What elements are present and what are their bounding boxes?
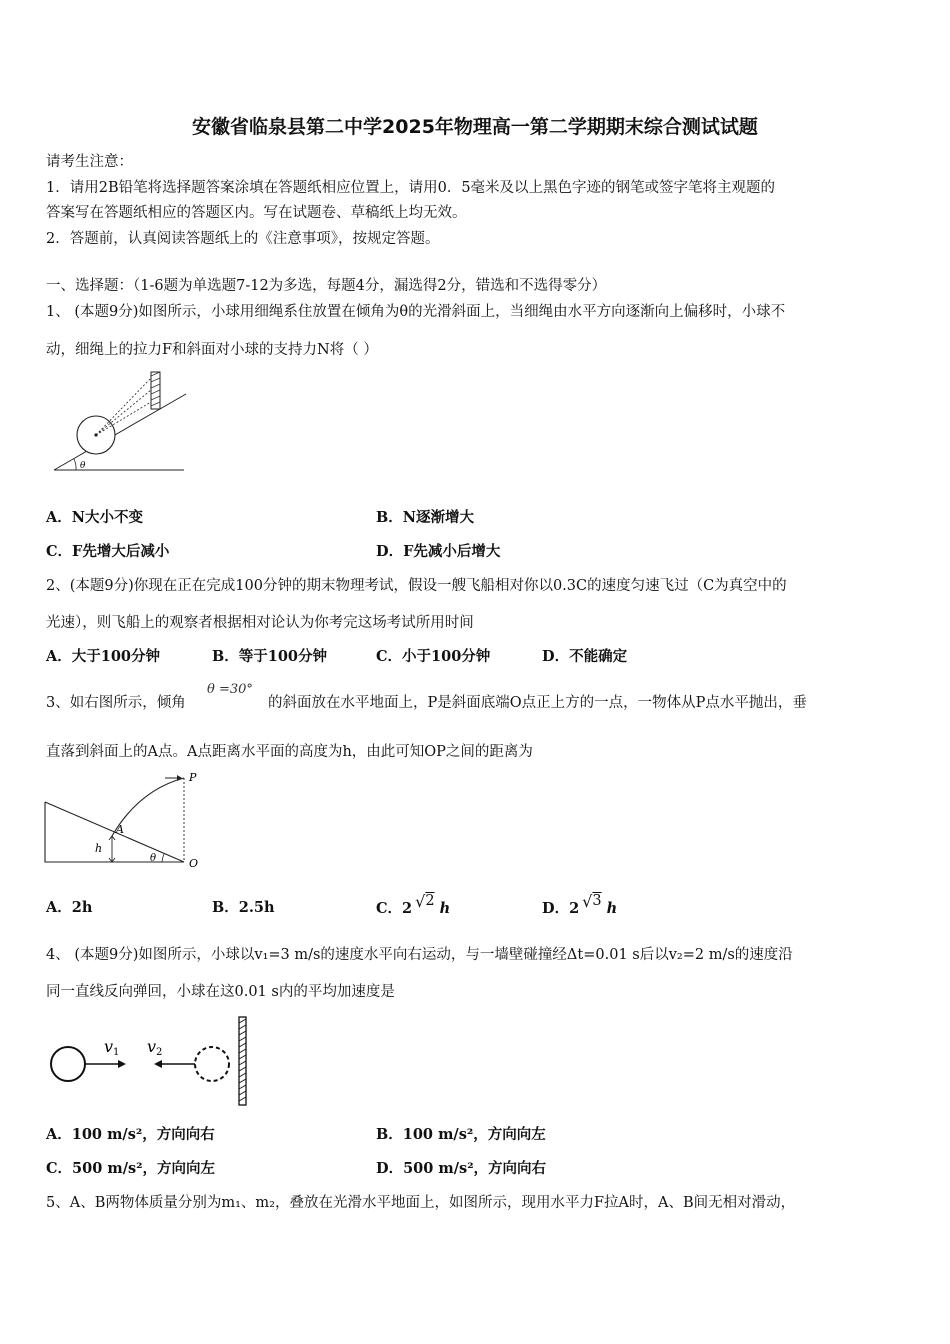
- q3-option-d-root: 3: [592, 893, 602, 909]
- q3-option-b: B．2.5h: [212, 899, 275, 916]
- q3-line-1b: 的斜面放在水平地面上，P是斜面底端O点正上方的一点，一物体从P点水平抛出，垂: [268, 695, 807, 711]
- q3-option-d-prefix: D．2: [542, 900, 580, 917]
- q1-line-1: 1、 (本题9分)如图所示，小球用细绳系住放置在倾角为θ的光滑斜面上，当细绳由水平方向逐渐向上偏移时，小球不: [46, 304, 786, 320]
- q4-line-1: 4、 (本题9分)如图所示，小球以v₁=3 m/s的速度水平向右运动，与一墙壁碰撞经Δt=0.01 s后以v₂=2 m/s的速度沿: [46, 947, 793, 963]
- q1-figure-incline-ball: [50, 370, 190, 480]
- q2-line-1: 2、(本题9分)你现在正在完成100分钟的期末物理考试，假设一艘飞船相对你以0.3C的速度匀速飞过（C为真空中的: [46, 578, 787, 594]
- q3-option-c-suffix: h: [439, 900, 451, 917]
- q3-option-a: A．2h: [46, 899, 93, 916]
- q2-option-d: D．不能确定: [542, 648, 628, 665]
- q1-option-c: C．F先增大后减小: [46, 543, 170, 560]
- q1-option-a: A．N大小不变: [46, 509, 144, 526]
- q1-option-d: D．F先减小后增大: [376, 543, 501, 560]
- q2-option-b: B．等于100分钟: [212, 648, 328, 665]
- q3-option-d: D．2 √3 h: [542, 892, 618, 917]
- q4-fig-v2: v2: [147, 1037, 163, 1058]
- q3-line-2: 直落到斜面上的A点。A点距离水平面的高度为h，由此可知OP之间的距离为: [46, 744, 533, 760]
- q3-fig-label-p: P: [189, 771, 197, 784]
- q4-option-b: B．100 m/s²，方向向左: [376, 1126, 546, 1143]
- q4-option-c: C．500 m/s²，方向向左: [46, 1160, 216, 1177]
- q3-figure-projectile-incline: [44, 770, 204, 870]
- q3-option-c: C．2 √2 h: [376, 892, 451, 917]
- notice-line-1b: 答案写在答题纸相应的答题区内。写在试题卷、草稿纸上均无效。: [46, 205, 467, 221]
- q4-option-d: D．500 m/s²，方向向右: [376, 1160, 547, 1177]
- q3-angle-formula: θ =30°: [207, 682, 253, 697]
- notice-heading: 请考生注意：: [46, 154, 133, 170]
- notice-line-2: 2．答题前，认真阅读答题纸上的《注意事项》，按规定答题。: [46, 231, 440, 247]
- q4-figure-ball-wall: [46, 1015, 256, 1110]
- q4-option-a: A．100 m/s²，方向向右: [46, 1126, 215, 1143]
- q2-option-a: A．大于100分钟: [46, 648, 161, 665]
- q3-option-c-prefix: C．2: [376, 900, 413, 917]
- q2-option-c: C．小于100分钟: [376, 648, 491, 665]
- notice-line-1: 1．请用2B铅笔将选择题答案涂填在答题纸相应位置上，请用0．5毫米及以上黑色字迹的钢笔或签字笔将主观题的: [46, 180, 776, 196]
- q3-option-c-root: 2: [425, 893, 435, 909]
- q3-fig-label-h: h: [95, 842, 103, 855]
- q3-fig-label-o: O: [189, 857, 199, 870]
- q4-fig-v1: v1: [104, 1037, 120, 1058]
- q2-line-2: 光速），则飞船上的观察者根据相对论认为你考完这场考试所用时间: [46, 615, 474, 631]
- page-title: 安徽省临泉县第二中学2025年物理高一第二学期期末综合测试试题: [192, 116, 758, 138]
- section-heading: 一、选择题：（1-6题为单选题7-12为多选，每题4分，漏选得2分，错选和不选得零分）: [46, 278, 607, 294]
- q4-line-2: 同一直线反向弹回，小球在这0.01 s内的平均加速度是: [46, 984, 395, 1000]
- q1-line-2: 动，细绳上的拉力F和斜面对小球的支持力N将（ ）: [46, 342, 378, 358]
- q3-fig-label-a: A: [116, 823, 124, 836]
- q5-line-1: 5、A、B两物体质量分别为m₁、m₂，叠放在光滑水平地面上，如图所示，现用水平力F拉A时，A、B间无相对滑动，: [46, 1195, 796, 1211]
- q3-option-d-suffix: h: [606, 900, 618, 917]
- q1-option-b: B．N逐渐增大: [376, 509, 475, 526]
- q3-line-1a: 3、如右图所示，倾角: [46, 695, 186, 711]
- q1-figure-theta: θ: [80, 461, 86, 471]
- q3-fig-label-theta: θ: [150, 853, 157, 864]
